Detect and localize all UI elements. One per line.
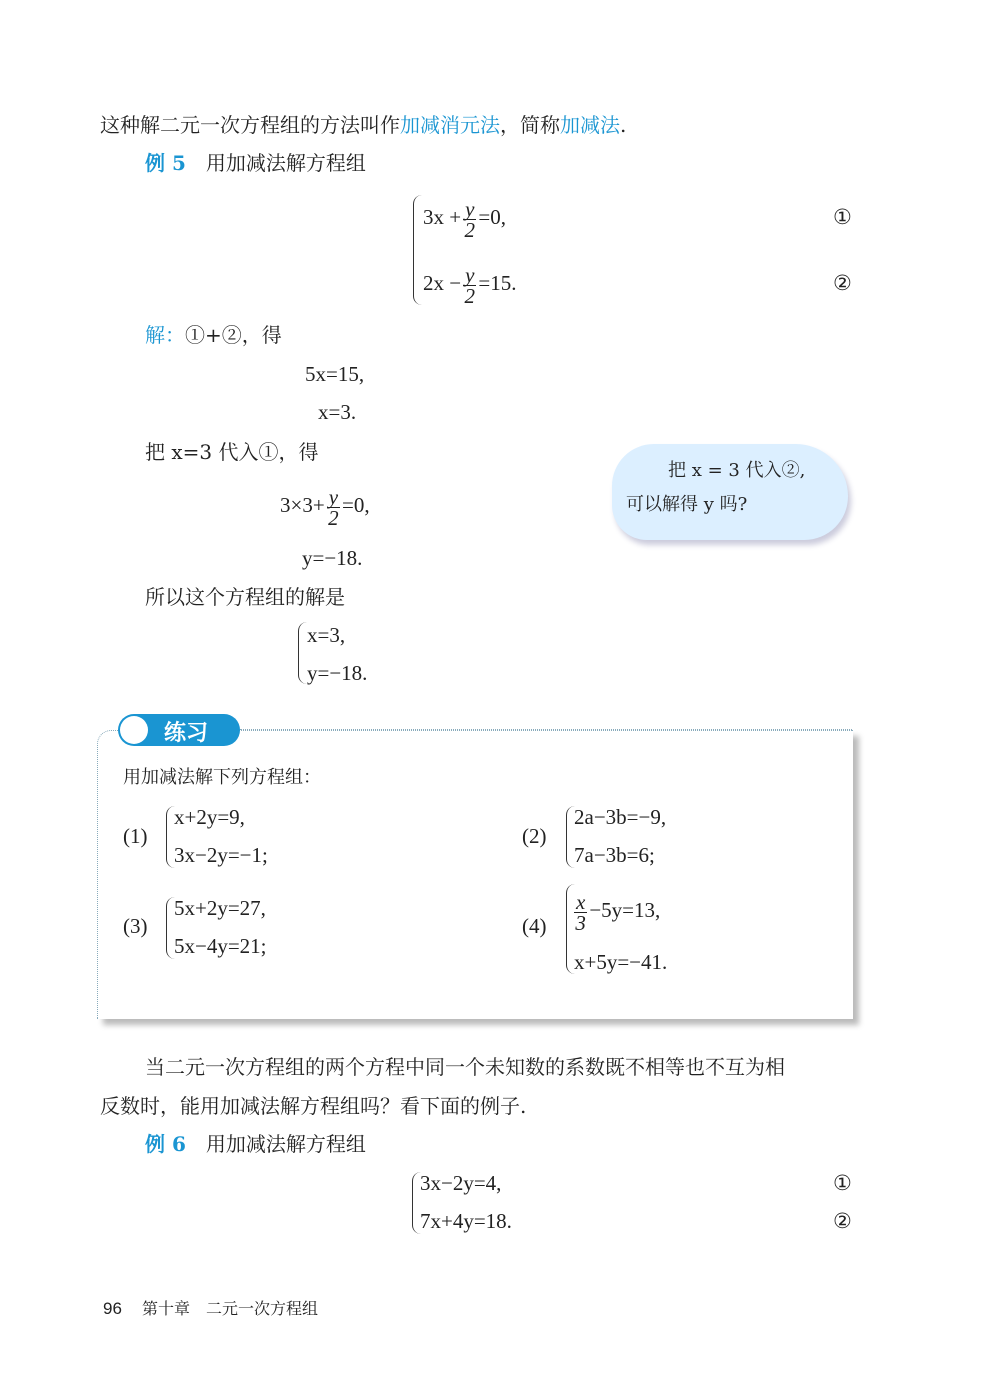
problem-4-eq-b: x+5y=−41. (574, 950, 668, 974)
term-short: 加减法 (560, 113, 620, 137)
intro-pre: 这种解二元一次方程组的方法叫作 (100, 113, 400, 137)
solution-label: 解： (145, 323, 185, 347)
ex5-eq2: 2x − $\frac{y}{2}$ =15. (423, 262, 517, 308)
example-title: 用加减法解方程组 (205, 1132, 366, 1156)
equation-tag-2: ② (833, 1209, 852, 1233)
equation-tag-2: ② (833, 271, 852, 295)
intro-end: . (620, 113, 627, 137)
problem-3-eq-a: 5x+2y=27, (174, 896, 266, 920)
example5-heading (145, 151, 366, 175)
step-2: x=3. (318, 400, 357, 424)
conclusion-text: 所以这个方程组的解是 (145, 585, 345, 609)
intro-text (100, 113, 626, 137)
chapter-title: 第十章 二元一次方程组 (142, 1299, 319, 1318)
problem-number: (1) (123, 824, 148, 848)
cloud-line-2: 可以解得 y 吗? (626, 494, 748, 515)
problem-3-eq-b: 5x−4y=21; (174, 934, 267, 958)
practice-prompt: 用加减法解下列方程组： (123, 767, 321, 788)
problem-number: (3) (123, 914, 148, 938)
example6-heading (145, 1132, 366, 1156)
problem-number: (4) (522, 914, 547, 938)
step-3: 3×3+ $\frac{y}{2}$ =0, (280, 484, 370, 530)
ex5-eq1: 3x + $\frac{y}{2}$ =0, (423, 196, 507, 242)
brace (298, 622, 307, 684)
answer-y: y=−18. (307, 661, 368, 685)
ex6-eq2: 7x+4y=18. (420, 1209, 512, 1233)
step-1: 5x=15, (305, 362, 365, 386)
problem-1-eq-a: x+2y=9, (174, 805, 245, 829)
solution-text: ①+②，得 (185, 323, 282, 347)
page-number: 96 (103, 1299, 122, 1318)
divider (240, 729, 852, 730)
step-4: y=−18. (302, 546, 363, 570)
example-label: 例 6 (145, 1132, 186, 1156)
solution-line (145, 323, 282, 347)
equation-tag-1: ① (833, 205, 852, 229)
ex6-eq1: 3x−2y=4, (420, 1171, 502, 1195)
practice-header (118, 714, 240, 746)
paragraph-line-2: 反数时，能用加减法解方程组吗？看下面的例子. (100, 1094, 527, 1118)
problem-1-eq-b: 3x−2y=−1; (174, 843, 268, 867)
example-title: 用加减法解方程组 (205, 151, 366, 175)
paragraph-line-1: 当二元一次方程组的两个方程中同一个未知数的系数既不相等也不互为相 (145, 1055, 785, 1079)
substitute-text: 把 x=3 代入①，得 (145, 440, 319, 464)
problem-number: (2) (522, 824, 547, 848)
intro-mid: ，简称 (500, 113, 560, 137)
example-label: 例 5 (145, 151, 186, 175)
problem-2-eq-a: 2a−3b=−9, (574, 805, 667, 829)
pencil-icon (120, 716, 148, 744)
equation-tag-1: ① (833, 1171, 852, 1195)
practice-title: 练习 (164, 721, 209, 746)
answer-x: x=3, (307, 623, 346, 647)
brace (413, 195, 422, 305)
cloud-line-1: 把 x = 3 代入②, (668, 460, 806, 481)
problem-2-eq-b: 7a−3b=6; (574, 843, 655, 867)
problem-4-eq-a: $\frac{x}{3}$ −5y=13, (575, 889, 661, 935)
term-elimination: 加减消元法 (400, 113, 500, 137)
